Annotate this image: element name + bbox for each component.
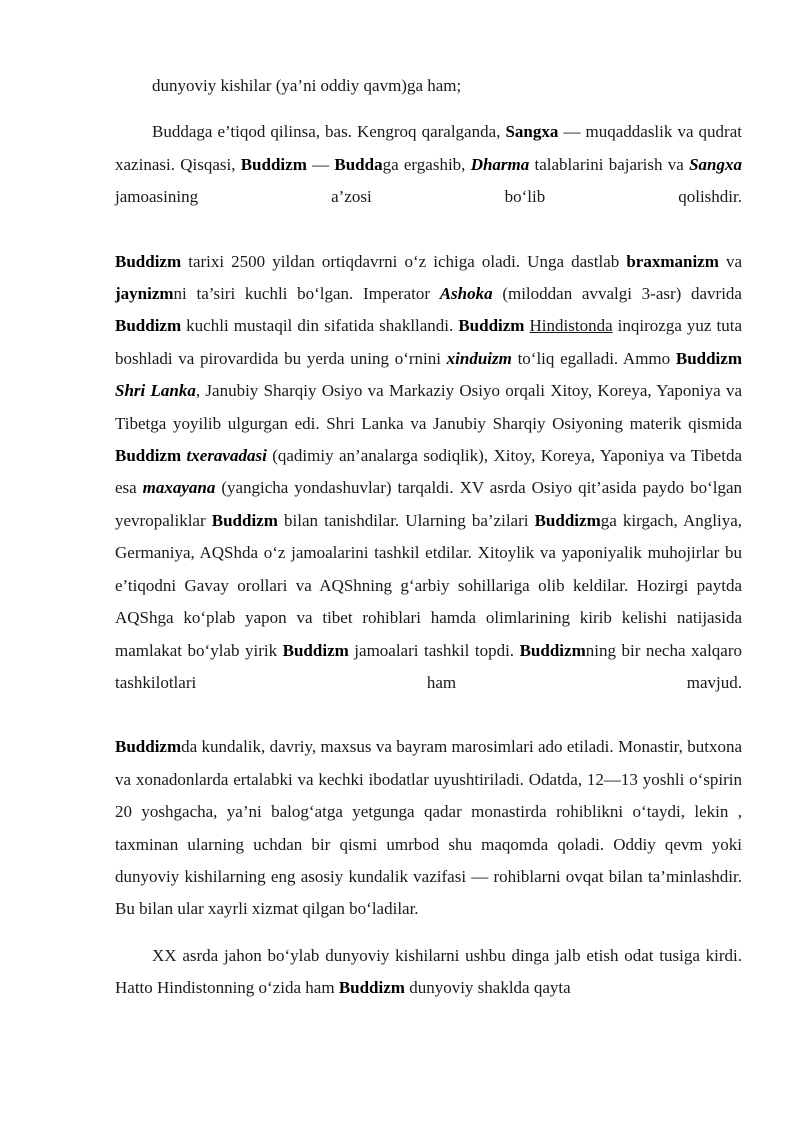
term-buddizm: Buddizm	[211, 510, 278, 530]
term-buddizm: Buddizm	[115, 737, 182, 757]
paragraph-2: Buddaga e’tiqod qilinsa, bas. Kengroq qaralganda, Sangxa — muqaddaslik va qudrat xazinasi. Qisqasi, Buddizm — Buddaga ergashib, Dharma talablarini bajarish va Sangxa jamoasining a’zosi bo‘lib qolishdir.	[115, 122, 742, 207]
term-buddizm: Buddizm	[338, 978, 405, 998]
term-sangxa: Sangxa	[505, 122, 559, 142]
term-maxayana: maxayana	[142, 478, 216, 498]
term-buddizm: Buddizm	[115, 251, 182, 271]
term-shri-lanka: Shri Lanka	[115, 381, 196, 401]
term-buddizm: Buddizm	[675, 348, 742, 368]
term-jaynizm: jaynizm	[115, 284, 174, 304]
term-buddizm: Buddizm	[519, 640, 586, 660]
term-budda: Budda	[334, 154, 383, 174]
document-page	[115, 70, 742, 1005]
term-buddizm: Buddizm	[115, 446, 182, 466]
term-txeravadasi: txeravadasi	[186, 446, 267, 466]
term-buddizm: Buddizm	[458, 316, 525, 336]
term-buddizm: Buddizm	[534, 510, 601, 530]
term-buddizm: Buddizm	[115, 316, 182, 336]
term-dharma: Dharma	[470, 154, 530, 174]
paragraph-4: Buddizmda kundalik, davriy, maxsus va bayram marosimlari ado etiladi. Monastir, butxona va xonadonlarda ertalabki va kechki ibodatlar uyushtiriladi. Odatda, 12—13 yoshli o‘spirin 20 yoshgacha, ya’ni balog‘atga yetgunga qadar monastirda rohiblikni o‘taydi, lekin , taxminan ularning uchdan bir qismi umrbod shu maqomda qoladi. Oddiy qevm yoki dunyoviy kishilarning eng asosiy kundalik vazifasi — rohiblarni ovqat bilan ta’minlashdir. Bu bilan ular xayrli xizmat qilgan bo‘ladilar.	[115, 737, 742, 919]
term-buddizm: Buddizm	[240, 154, 307, 174]
underlined-hindistonda: Hindistonda	[529, 316, 613, 336]
term-braxmanizm: braxmanizm	[626, 251, 719, 271]
term-ashoka: Ashoka	[439, 284, 493, 304]
term-buddizm: Buddizm	[282, 640, 349, 660]
paragraph-1: dunyoviy kishilar (ya’ni oddiy qavm)ga ham;	[152, 76, 462, 95]
paragraph-5: XX asrda jahon bo‘ylab dunyoviy kishilarni ushbu dinga jalb etish odat tusiga kirdi. Hatto Hindistonning o‘zida ham Buddizm dunyoviy shaklda qayta	[115, 945, 742, 998]
paragraph-3: Buddizm tarixi 2500 yildan ortiqdavrni o‘z ichiga oladi. Unga dastlab braxmanizm va jaynizmni ta’siri kuchli bo‘lgan. Imperator Ashoka (miloddan avvalgi 3-asr) davrida Buddizm kuchli mustaqil din sifatida shakllandi. Buddizm Hindistonda inqirozga yuz tuta boshladi va pirovardida bu yerda uning o‘rnini xinduizm to‘liq egalladi. Ammo Buddizm Shri Lanka, Janubiy Sharqiy Osiyo va Markaziy Osiyo orqali Xitoy, Koreya, Yaponiya va Tibetga yoyilib ulgurgan edi. Shri Lanka va Janubiy Sharqiy Osiyoning materik qismida Buddizm txeravadasi (qadimiy an’analarga sodiqlik), Xitoy, Koreya, Yaponiya va Tibetda esa maxayana (yangicha yondashuvlar) tarqaldi. XV asrda Osiyo qit’asida paydo bo‘lgan yevropaliklar Buddizm bilan tanishdilar. Ularning ba’zilari Buddizmga kirgach, Angliya, Germaniya, AQShda o‘z jamoalarini tashkil etdilar. Xitoylik va yaponiyalik muhojirlar bu e’tiqodni Gavay orollari va AQShning g‘arbiy sohillariga olib keldilar. Hozirgi paytda AQShga ko‘plab yapon va tibet rohiblari hamda olimlarining kirib kelishi natijasida mamlakat bo‘ylab yirik Buddizm jamoalari tashkil topdi. Buddizmning bir necha xalqaro tashkilotlari ham mavjud.	[115, 251, 743, 692]
term-sangxa-italic: Sangxa	[689, 154, 742, 174]
term-xinduizm: xinduizm	[446, 348, 512, 368]
